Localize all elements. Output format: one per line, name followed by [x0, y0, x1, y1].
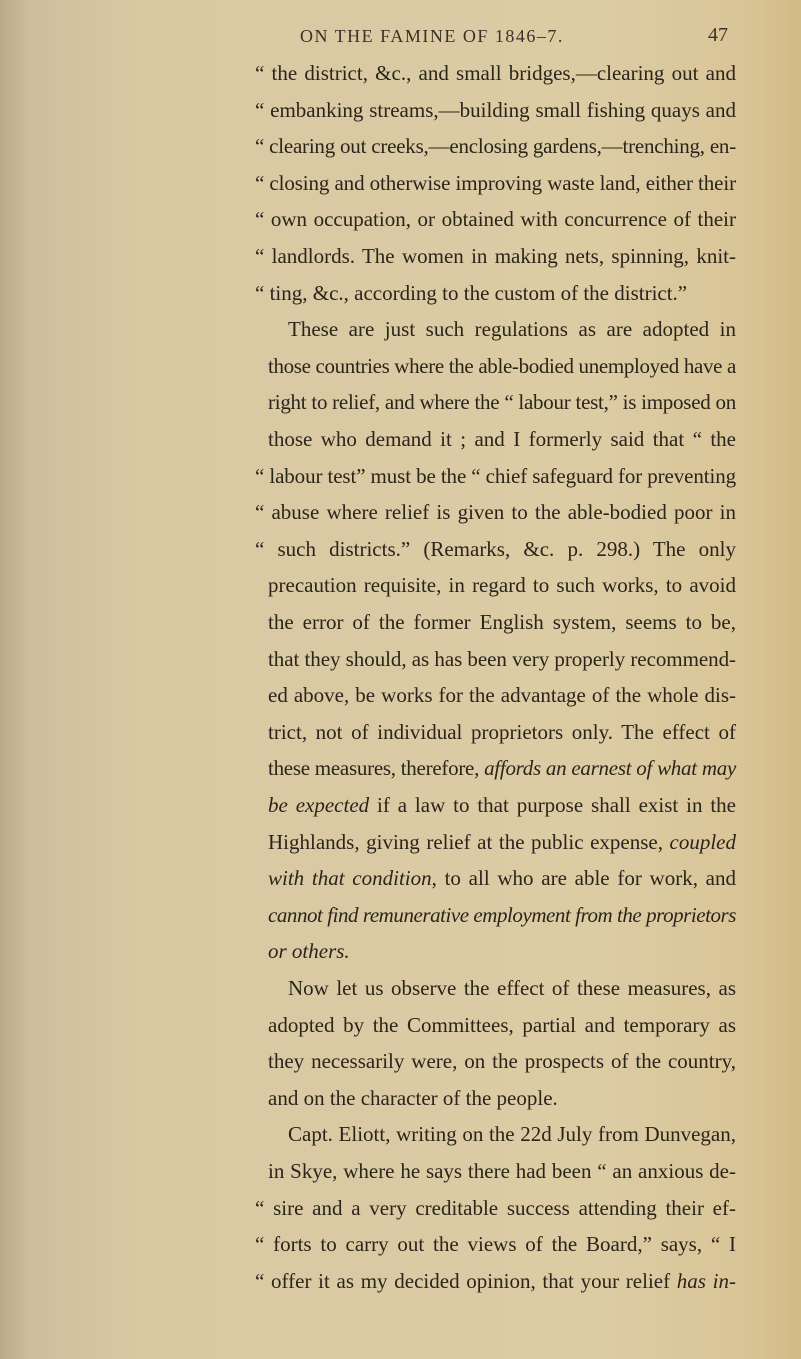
- text-segment: those who demand it ; and I formerly said that “ the: [268, 427, 736, 451]
- text-line: [288, 973, 736, 1003]
- text-segment: “ clearing out creeks,—enclosing gardens,—trenching, en-: [255, 134, 736, 159]
- text-segment: in Skye, where he says there had been “ an anxious de-: [268, 1159, 736, 1183]
- text-line: [268, 790, 736, 820]
- text-line: [268, 1083, 558, 1113]
- text-segment: the error of the former English system, seems to be,: [268, 610, 736, 634]
- text-segment: if a law to that purpose shall exist in the: [369, 793, 736, 817]
- text-segment: “ closing and otherwise improving waste land, either their: [255, 170, 736, 195]
- text-segment: “ such districts.” (Remarks, &c. p. 298.) The only: [255, 536, 736, 561]
- text-segment: trict, not of individual proprietors only. The effect of: [268, 719, 736, 744]
- text-line: [255, 131, 736, 161]
- text-line: [268, 936, 350, 966]
- text-line: [255, 497, 736, 527]
- text-line: [255, 1229, 736, 1259]
- text-line: [268, 351, 736, 381]
- italic-text: cannot find remunerative employment from the proprietors: [268, 902, 736, 927]
- text-segment: these measures, therefore,: [268, 756, 485, 781]
- text-line: [268, 900, 736, 930]
- italic-text: coupled: [669, 829, 736, 854]
- text-line: [268, 387, 736, 417]
- text-line: [268, 1046, 736, 1076]
- text-segment: ed above, be works for the advantage of the whole dis-: [268, 683, 736, 708]
- text-segment: Now let us observe the effect of these measures, as: [288, 976, 736, 1000]
- text-segment: those countries where the able-bodied unemployed have a: [268, 353, 736, 378]
- text-line: [255, 461, 736, 491]
- text-segment: “ landlords. The women in making nets, spinning, knit-: [255, 244, 736, 268]
- italic-text: with that condition: [268, 866, 432, 891]
- text-segment: These are just such regulations as are adopted in: [288, 317, 736, 342]
- italic-text: affords an earnest of what may: [484, 756, 737, 781]
- text-segment: and on the character of the people.: [268, 1085, 558, 1110]
- text-segment: “ sire and a very creditable success attending their ef-: [255, 1195, 736, 1220]
- text-segment: “ embanking streams,—building small fishing quays and: [255, 97, 736, 122]
- text-line: [268, 680, 736, 710]
- text-line: [255, 95, 736, 125]
- text-line: [268, 607, 736, 637]
- text-segment: adopted by the Committees, partial and temporary as: [268, 1012, 736, 1037]
- text-segment: that they should, as has been very properly recommend-: [268, 646, 736, 671]
- text-line: [255, 1266, 736, 1296]
- text-line: [268, 863, 736, 893]
- text-segment: right to relief, and where the “ labour test,” is imposed on: [268, 390, 736, 415]
- text-line: [255, 204, 736, 234]
- text-segment: “ the district, &c., and small bridges,—clearing out and: [255, 61, 736, 85]
- text-segment: precaution requisite, in regard to such works, to avoid: [268, 573, 736, 598]
- text-line: [268, 827, 736, 857]
- text-segment: “ own occupation, or obtained with concurrence of their: [255, 207, 736, 232]
- text-segment: “ abuse where relief is given to the able-bodied poor in: [255, 500, 736, 525]
- text-line: [255, 1193, 736, 1223]
- text-line: [288, 1119, 736, 1149]
- page-number: 47: [708, 24, 728, 46]
- text-segment: Highlands, giving relief at the public expense,: [268, 829, 670, 854]
- text-line: [255, 241, 736, 271]
- text-segment: Capt. Eliott, writing on the 22d July from Dunvegan,: [288, 1122, 736, 1147]
- text-line: [268, 644, 736, 674]
- text-line: [268, 570, 736, 600]
- text-segment: “ offer it as my decided opinion, that your relief: [255, 1268, 677, 1293]
- text-line: [255, 58, 736, 88]
- italic-text: be expected: [268, 793, 370, 817]
- text-line: [255, 534, 736, 564]
- text-line: [268, 717, 736, 747]
- text-segment: they necessarily were, on the prospects of the country,: [268, 1049, 736, 1074]
- text-line: [255, 278, 687, 308]
- text-line: [268, 1010, 736, 1040]
- text-line: [268, 424, 736, 454]
- running-title: ON THE FAMINE OF 1846–7.: [300, 26, 564, 46]
- text-segment: “ forts to carry out the views of the Board,” says, “ I: [255, 1232, 736, 1257]
- italic-text: or others.: [268, 939, 350, 964]
- text-line: [255, 168, 736, 198]
- text-line: [288, 314, 736, 344]
- italic-text: has in-: [676, 1268, 737, 1293]
- text-segment: “ ting, &c., according to the custom of the district.”: [255, 280, 688, 305]
- text-line: [268, 1156, 736, 1186]
- text-line: [268, 753, 736, 783]
- text-segment: , to all who are able for work, and: [431, 866, 736, 891]
- text-segment: “ labour test” must be the “ chief safeguard for preventing: [255, 463, 736, 488]
